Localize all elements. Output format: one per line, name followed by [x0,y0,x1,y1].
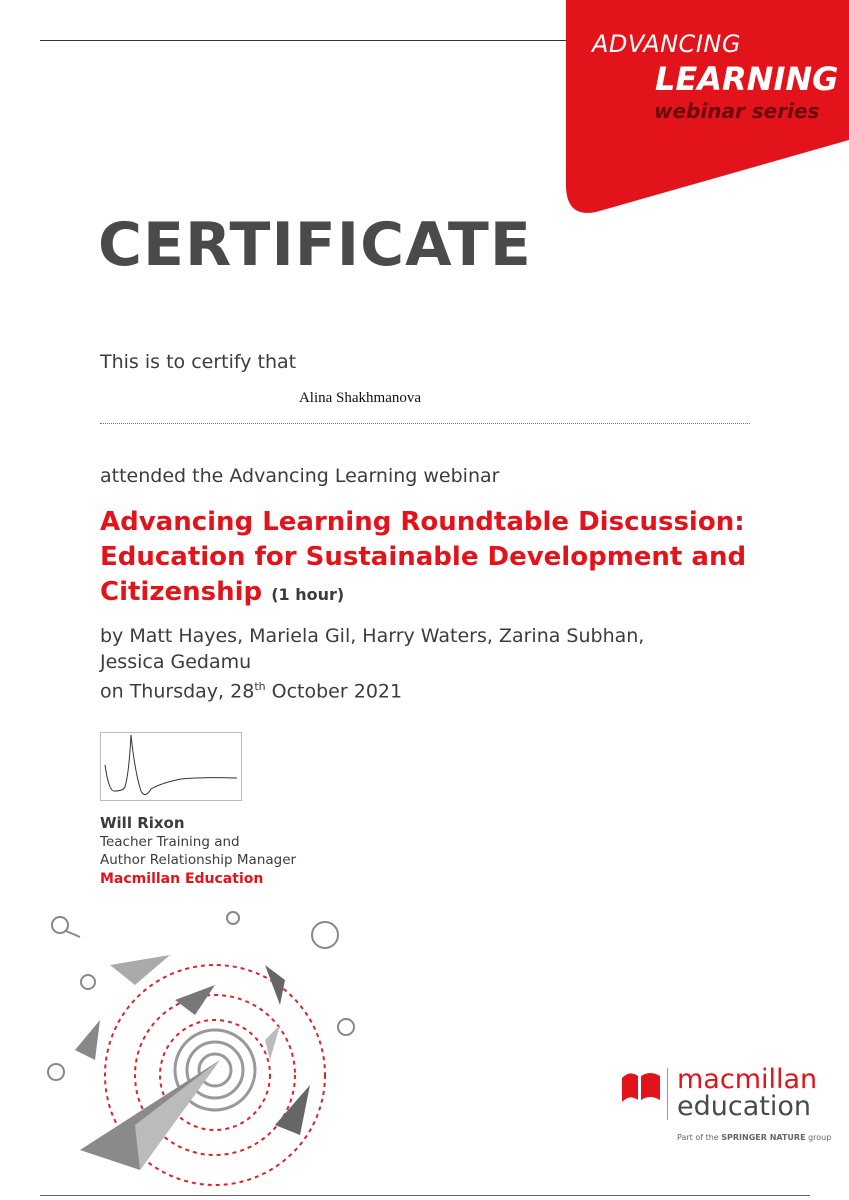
paper-plane-illustration [40,900,370,1190]
banner-advancing: ADVANCING [592,30,741,58]
springer-nature-tagline [677,1133,831,1142]
bottom-rule [40,1195,810,1196]
attended-text: attended the Advancing Learning webinar [100,465,500,487]
banner-webinar-series: webinar series [654,99,820,123]
signatory-role-2: Author Relationship Manager [100,852,297,868]
logo-separator [667,1068,668,1120]
signatory-org: Macmillan Education [100,871,264,887]
banner-learning: LEARNING [655,60,839,98]
tagline-prefix: Part of the [677,1133,722,1142]
tagline-brand: SPRINGER NATURE [721,1133,806,1142]
macmillan-logo-icon [620,1070,662,1110]
certificate-title: CERTIFICATE [98,210,532,280]
webinar-date [100,680,402,702]
signatory-role-1: Teacher Training and [100,834,240,850]
recipient-name: Alina Shakhmanova [298,390,422,406]
signature-image [101,733,241,800]
signature-box [100,732,242,801]
webinar-title-text: Advancing Learning Roundtable Discussion: Education for Sustainable Development and Citizenship [100,507,747,607]
signatory-name: Will Rixon [100,814,185,832]
webinar-duration: (1 hour) [271,585,345,604]
webinar-title [100,505,780,612]
logo-macmillan: macmillan [677,1064,818,1095]
name-dotted-line [100,423,750,424]
logo-education: education [677,1091,811,1122]
date-suffix: October 2021 [265,680,403,703]
date-sup: th [254,680,266,693]
tagline-suffix: group [805,1133,832,1142]
certify-text: This is to certify that [100,351,297,373]
presenters-line-2: Jessica Gedamu [100,651,252,673]
presenters-line-1: by Matt Hayes, Mariela Gil, Harry Waters, Zarina Subhan, [100,625,645,647]
top-rule [40,40,570,41]
date-prefix: on Thursday, 28 [100,680,255,703]
